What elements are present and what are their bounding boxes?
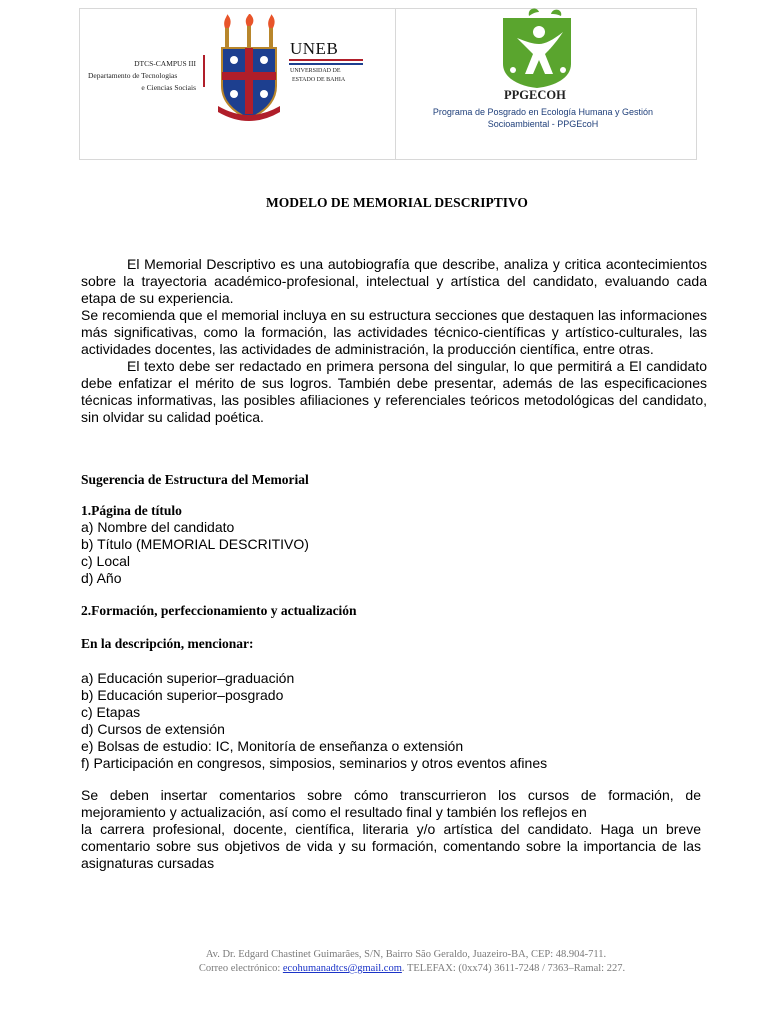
uneb-subtitle — [290, 67, 345, 85]
department-block — [84, 58, 196, 94]
ppgecoh-program-line2: Socioambiental - PPGEcoH — [487, 119, 599, 129]
dept-line2: e Ciencias Sociais — [141, 83, 196, 92]
footer — [0, 948, 768, 976]
footer-phone: . TELEFAX: (0xx74) 3611-7248 / 7363–Ramal: 227. — [401, 963, 626, 974]
section1-list — [81, 519, 309, 587]
intro-paragraph-3: El texto debe ser redactado en primera persona del singular, lo que permitirá a El candidato debe enfatizar el mérito de sus logros. También debe presentar, además de las especificaciones técnicas informativas, las posibles afiliaciones y referenciales teóricos metodológicas del candidato, sin olvidar su calidad poética. — [81, 358, 707, 425]
list-item: e) Bolsas de estudio: IC, Monitoría de enseñanza o extensión — [81, 738, 464, 754]
list-item: d) Año — [81, 570, 122, 586]
ppgecoh-logo-icon — [499, 8, 579, 90]
footer-address: Av. Dr. Edgard Chastinet Guimarães, S/N, Bairro São Geraldo, Juazeiro-BA, CEP: 48.904-711. — [205, 949, 607, 960]
closing-rest-block — [81, 821, 701, 872]
structure-heading: Sugerencia de Estructura del Memorial — [81, 472, 309, 487]
list-item: d) Cursos de extensión — [81, 721, 225, 737]
ppgecoh-program-line1: Programa de Posgrado en Ecología Humana y Gestión — [432, 107, 654, 117]
document-title: MODELO DE MEMORIAL DESCRIPTIVO — [266, 195, 528, 210]
mention-heading: En la descripción, mencionar: — [81, 636, 254, 651]
closing-block — [81, 787, 701, 821]
dept-line1: Departamento de Tecnologias — [88, 71, 178, 80]
uneb-title: UNEB — [290, 39, 339, 58]
uneb-rules — [289, 59, 363, 67]
ppgecoh-program — [398, 106, 688, 130]
uneb-crest-icon — [212, 14, 286, 122]
intro-paragraph-1: El Memorial Descriptivo es una autobiografía que describe, analiza y critica acontecimientos sobre la trayectoria académico-profesional, intelectual y artística del candidato, evaluando cada etapa de su experiencia. — [81, 256, 707, 306]
closing-line-2: mejoramiento y actualización, así como el resultado final y también los reflejos en — [81, 804, 587, 820]
dept-rule — [203, 55, 205, 87]
footer-contact — [0, 962, 768, 976]
section1-heading: 1.Página de título — [81, 503, 182, 518]
dept-campus: DTCS-CAMPUS III — [134, 59, 196, 68]
uneb-subtitle-line2: ESTADO DE BAHIA — [292, 77, 346, 83]
section2-heading: 2.Formación, perfeccionamiento y actualización — [81, 603, 357, 618]
list-item: b) Educación superior–posgrado — [81, 687, 284, 703]
list-item: b) Título (MEMORIAL DESCRITIVO) — [81, 536, 309, 552]
intro-block — [81, 256, 707, 426]
list-item: a) Nombre del candidato — [81, 519, 235, 535]
list-item: c) Etapas — [81, 704, 141, 720]
footer-email-prefix: Correo electrónico: — [198, 963, 283, 974]
footer-email-link[interactable]: ecohumanadtcs@gmail.com — [282, 963, 402, 974]
list-item: f) Participación en congresos, simposios, seminarios y otros eventos afines — [81, 755, 548, 771]
intro-paragraph-2: Se recomienda que el memorial incluya en su estructura secciones que destaquen las informaciones más significativas, como la formación, las actividades técnico-científicas y artístico-culturales, las actividades docentes, las actividades de administración, la producción científica, entre otras. — [81, 307, 707, 357]
ppgecoh-title: PPGECOH — [504, 88, 566, 102]
uneb-subtitle-line1: UNIVERSIDAD DE — [290, 68, 341, 74]
section2-list — [81, 670, 547, 772]
closing-line-1: Se deben insertar comentarios sobre cómo transcurrieron los cursos de formación, de — [81, 787, 701, 803]
header-divider — [395, 8, 396, 160]
list-item: a) Educación superior–graduación — [81, 670, 295, 686]
closing-rest: la carrera profesional, docente, científica, literaria y/o artística del candidato. Haga un breve comentario sobre sus objetivos de vida y su formación, comentando sobre la importancia de las asignaturas cursadas — [81, 821, 701, 871]
list-item: c) Local — [81, 553, 131, 569]
